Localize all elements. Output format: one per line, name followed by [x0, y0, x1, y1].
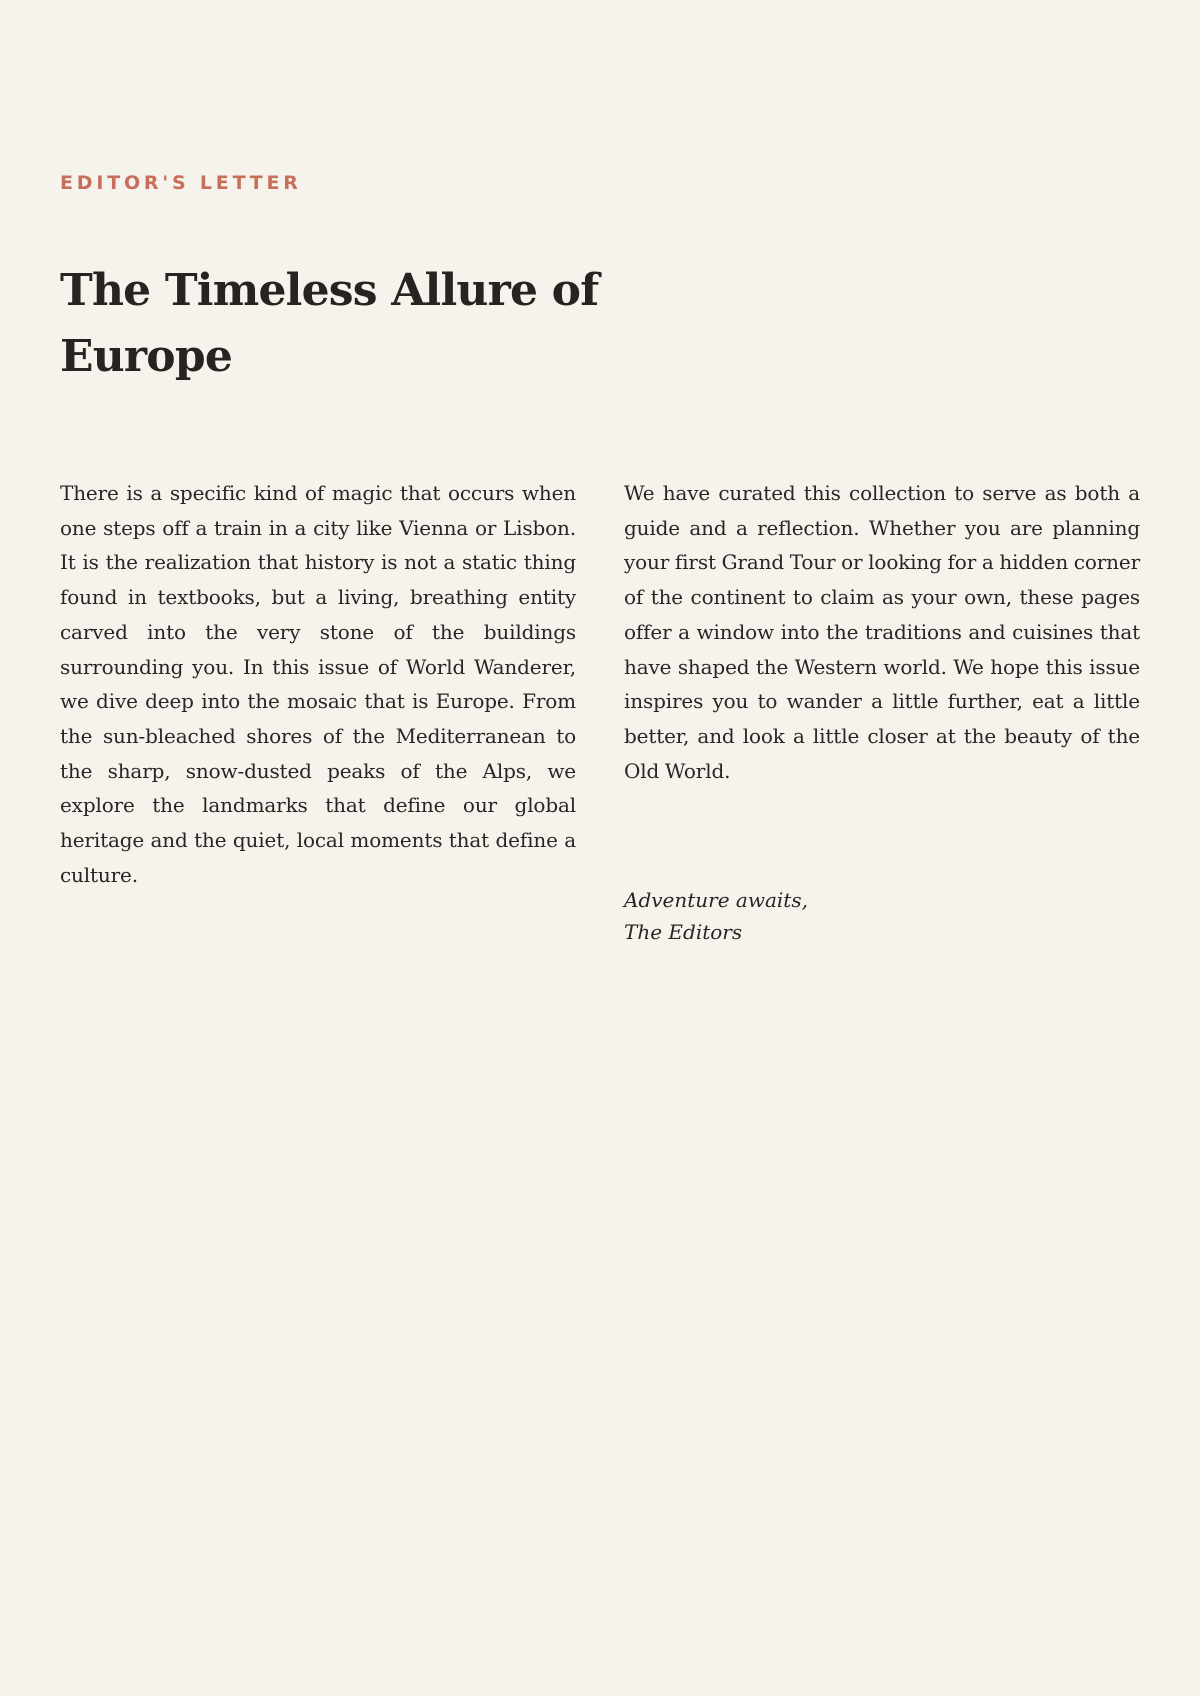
letter-paragraph-left: There is a specific kind of magic that occurs when one steps off a train in a city like Vienna or Lisbon. It is the realization that history is not a static thing found in textbooks, but a living, breathing entity carved into the very stone of the buildings surrounding you. In this issue of World Wanderer, we dive deep into the mosaic that is Europe. From the sun-bleached shores of the Mediterranean to the sharp, snow-dusted peaks of the Alps, we explore the landmarks that define our global heritage and the quiet, local moments that define a culture. — [60, 481, 576, 887]
letter-paragraph-right: We have curated this collection to serve as both a guide and a reflection. Whether you are planning your first Grand Tour or looking for a hidden corner of the continent to claim as your own, these pages offer a window into the traditions and cuisines that have shaped the Western world. We hope this issue inspires you to wander a little further, eat a little better, and look a little closer at the beauty of the Old World. — [624, 481, 1140, 783]
article-title: The Timeless Allure of Europe — [60, 265, 599, 382]
letter-signoff — [624, 884, 1024, 948]
signoff-closing: Adventure awaits, — [624, 888, 808, 912]
editors-letter-page — [60, 0, 1140, 1696]
signoff-signature: The Editors — [624, 920, 743, 944]
section-label: EDITOR'S LETTER — [60, 172, 302, 194]
